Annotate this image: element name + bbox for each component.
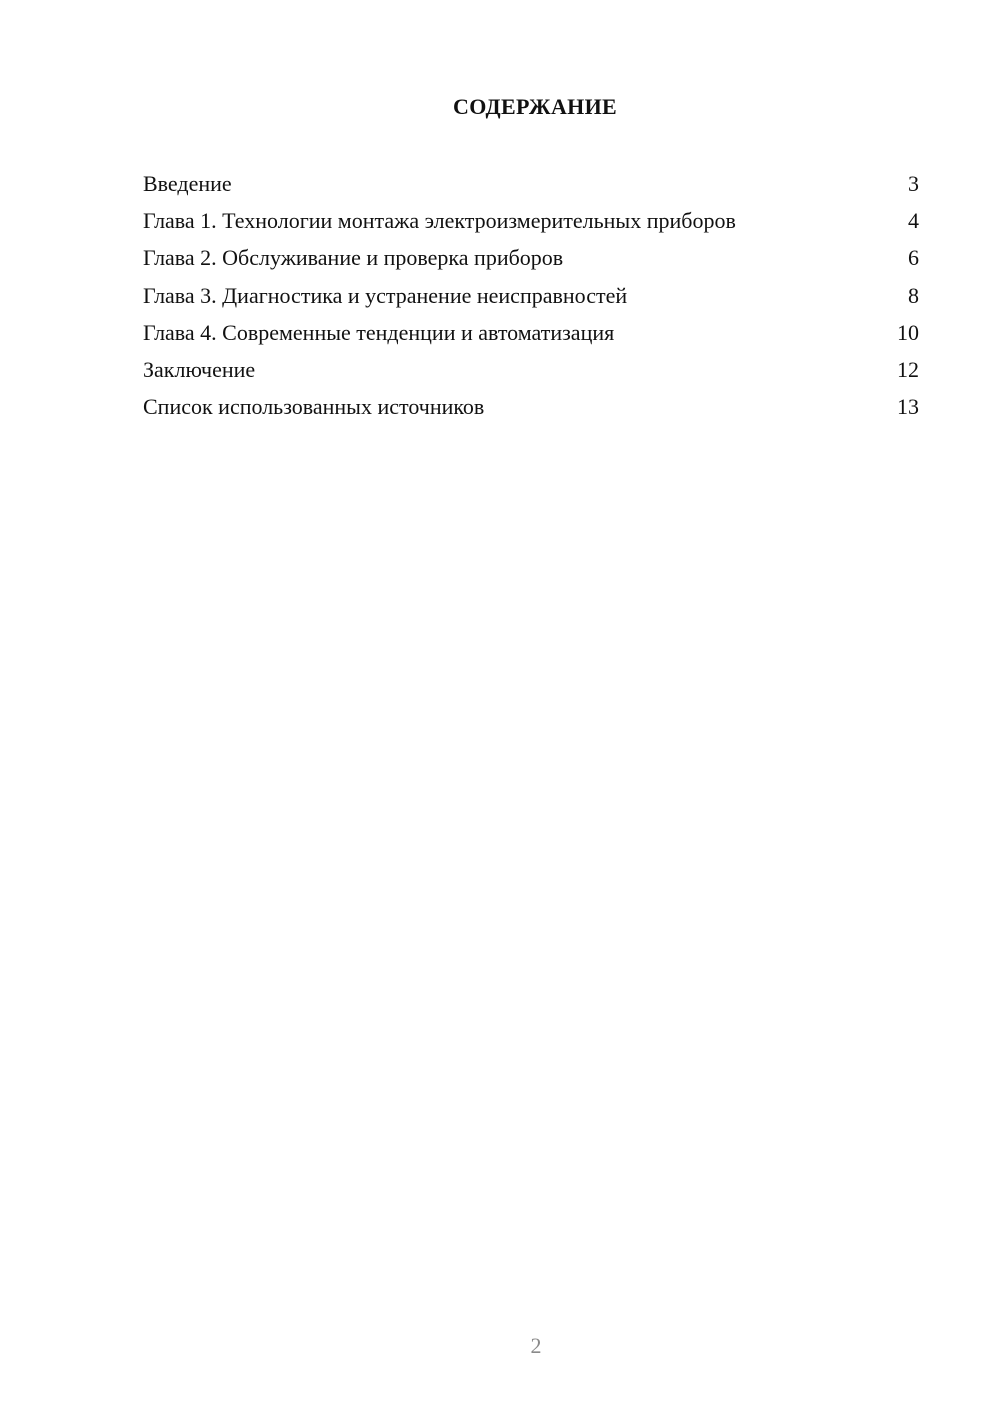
toc-entry-chapter-2 bbox=[143, 243, 919, 280]
toc-entry-label: Введение bbox=[143, 171, 232, 196]
toc-entry-page: 6 bbox=[908, 245, 919, 271]
toc-entry-label: Заключение bbox=[143, 356, 256, 382]
toc-entry-introduction bbox=[143, 169, 919, 206]
toc-entry-chapter-4 bbox=[143, 318, 919, 355]
table-of-contents bbox=[143, 169, 919, 429]
toc-entry-label: Список использованных источников bbox=[143, 394, 485, 420]
toc-entry-references bbox=[143, 392, 919, 429]
toc-entry-page: 12 bbox=[897, 356, 919, 382]
toc-entry-chapter-1 bbox=[143, 206, 919, 243]
toc-entry-label: Глава 3. Диагностика и устранение неисправностей bbox=[143, 282, 628, 308]
toc-entry-label: Глава 2. Обслуживание и проверка приборов bbox=[143, 245, 564, 271]
page-number: 2 bbox=[530, 1333, 542, 1358]
toc-entry-page: 8 bbox=[908, 282, 919, 308]
toc-entry-label: Глава 1. Технологии монтажа электроизмерительных приборов bbox=[143, 208, 736, 234]
toc-entry-page: 13 bbox=[897, 394, 919, 420]
toc-entry-conclusion bbox=[143, 355, 919, 392]
document-title: СОДЕРЖАНИЕ bbox=[453, 94, 617, 119]
toc-entry-page: 3 bbox=[908, 171, 919, 196]
toc-entry-page: 10 bbox=[897, 319, 919, 345]
toc-entry-chapter-3 bbox=[143, 281, 919, 318]
toc-entry-page: 4 bbox=[908, 208, 919, 234]
toc-entry-label: Глава 4. Современные тенденции и автоматизация bbox=[143, 319, 615, 345]
